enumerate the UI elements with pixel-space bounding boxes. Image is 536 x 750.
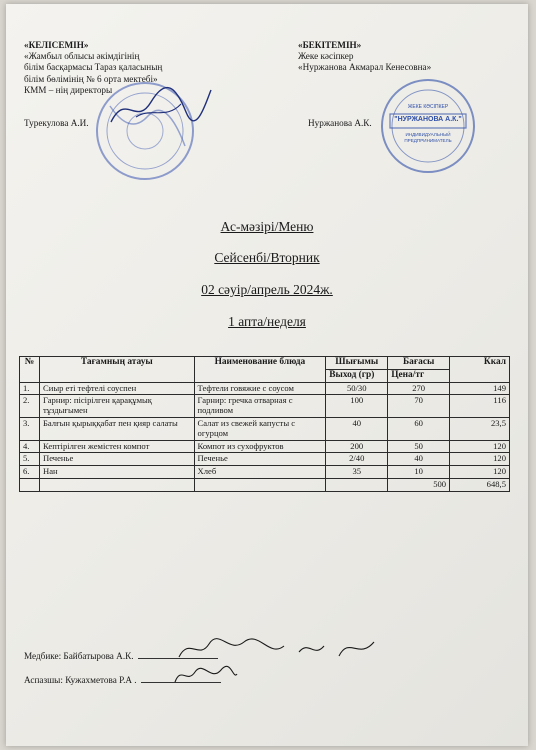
row-price: 40: [388, 453, 450, 466]
row-name-ru: Хлеб: [194, 466, 326, 479]
stamp-line: ЖЕКЕ КӘСІПКЕР: [407, 104, 449, 110]
menu-date-text: 02 сәуір/апрель 2024ж.: [201, 282, 333, 297]
row-num: 4.: [20, 440, 40, 453]
approval-left-line: білім басқармасы Тараз қаласының: [24, 62, 163, 73]
row-num: 2.: [20, 395, 40, 418]
table-header-row: [20, 357, 510, 370]
total-price: 500: [388, 478, 450, 491]
table-row: [20, 417, 510, 440]
approval-right-line: «Нуржанова Акмарал Кенесовна»: [298, 62, 432, 73]
header-kcal: Ккал: [450, 357, 510, 383]
row-name-kz: Печенье: [39, 453, 194, 466]
entrepreneur-stamp-icon: [380, 76, 476, 176]
approval-left-line: «Жамбыл облысы әкімдігінің: [24, 51, 140, 62]
table-row: [20, 466, 510, 479]
row-num: 3.: [20, 417, 40, 440]
stamp-line: ПРЕДПРИНИМАТЕЛЬ: [404, 138, 452, 143]
cook-name: Аспазшы: Кужахметова Р.А .: [24, 675, 137, 685]
row-num: 6.: [20, 466, 40, 479]
header-price-ru: Цена/тг: [388, 369, 450, 382]
row-yield: 50/30: [326, 382, 388, 395]
menu-day-text: Сейсенбі/Вторник: [214, 250, 320, 265]
row-price: 10: [388, 466, 450, 479]
header-price-kz: Бағасы: [388, 357, 450, 370]
row-price: 60: [388, 417, 450, 440]
approval-right-block: [298, 40, 518, 74]
approval-left-title: «КЕЛІСЕМІН»: [24, 40, 89, 50]
approval-left-line: білім бөлімінің № 6 орта мектебі»: [24, 73, 158, 84]
approval-left-signer: Турекулова А.И.: [24, 118, 89, 128]
row-kcal: 120: [450, 440, 510, 453]
header-name-kz: Тағамның атауы: [39, 357, 194, 383]
row-name-ru: Салат из свежей капусты с огурцом: [194, 417, 326, 440]
row-num: 5.: [20, 453, 40, 466]
nurse-name: Медбике: Байбатырова А.К.: [24, 651, 134, 661]
row-yield: 2/40: [326, 453, 388, 466]
stamp-line: ИНДИВИДУАЛЬНЫЙ: [405, 132, 451, 137]
row-price: 270: [388, 382, 450, 395]
director-signature-icon: [106, 82, 216, 132]
menu-week: [6, 314, 528, 330]
menu-week-text: 1 апта/неделя: [228, 314, 306, 329]
nurse-signature-icon: [174, 632, 384, 666]
row-name-kz: Кептірілген жемістен компот: [39, 440, 194, 453]
header-name-ru: Наименование блюда: [194, 357, 326, 383]
menu-table: [19, 356, 510, 492]
entrepreneur-stamp: [380, 76, 476, 176]
header-yield-ru: Выход (гр): [326, 369, 388, 382]
row-name-ru: Гарнир: гречка отварная с подливом: [194, 395, 326, 418]
approval-right-signer: Нуржанова А.К.: [308, 118, 372, 128]
table-row: [20, 440, 510, 453]
header-yield-kz: Шығымы: [326, 357, 388, 370]
approval-left-line: КММ – нің директоры: [24, 84, 113, 95]
row-num: 1.: [20, 382, 40, 395]
row-name-ru: Компот из сухофруктов: [194, 440, 326, 453]
row-name-kz: Сиыр еті тефтелі соуспен: [39, 382, 194, 395]
row-kcal: 120: [450, 453, 510, 466]
row-name-kz: Гарнир: пісірілген қарақұмық тұздығымен: [39, 395, 194, 418]
table-total-row: [20, 478, 510, 491]
stamp-name: "НУРЖАНОВА А.К.": [394, 116, 462, 123]
menu-day: [6, 250, 528, 266]
row-price: 50: [388, 440, 450, 453]
row-name-ru: Тефтели говяжие с соусом: [194, 382, 326, 395]
menu-date: [6, 282, 528, 298]
row-name-kz: Балғын қырыққабат пен қияр салаты: [39, 417, 194, 440]
document-page: [6, 4, 528, 746]
total-kcal: 648,5: [450, 478, 510, 491]
cook-signature-icon: [171, 662, 241, 688]
row-yield: 40: [326, 417, 388, 440]
row-kcal: 23,5: [450, 417, 510, 440]
table-row: [20, 382, 510, 395]
row-yield: 35: [326, 466, 388, 479]
row-yield: 200: [326, 440, 388, 453]
table-row: [20, 453, 510, 466]
menu-title-text: Ас-мәзірі/Меню: [220, 219, 314, 234]
approval-right-line: Жеке кәсіпкер: [298, 51, 354, 62]
row-price: 70: [388, 395, 450, 418]
header-num: №: [20, 357, 40, 383]
approval-right-title: «БЕКІТЕМІН»: [298, 40, 362, 50]
row-kcal: 149: [450, 382, 510, 395]
menu-title: [6, 219, 528, 235]
row-name-ru: Печенье: [194, 453, 326, 466]
table-row: [20, 395, 510, 418]
row-kcal: 120: [450, 466, 510, 479]
row-name-kz: Нан: [39, 466, 194, 479]
row-kcal: 116: [450, 395, 510, 418]
row-yield: 100: [326, 395, 388, 418]
